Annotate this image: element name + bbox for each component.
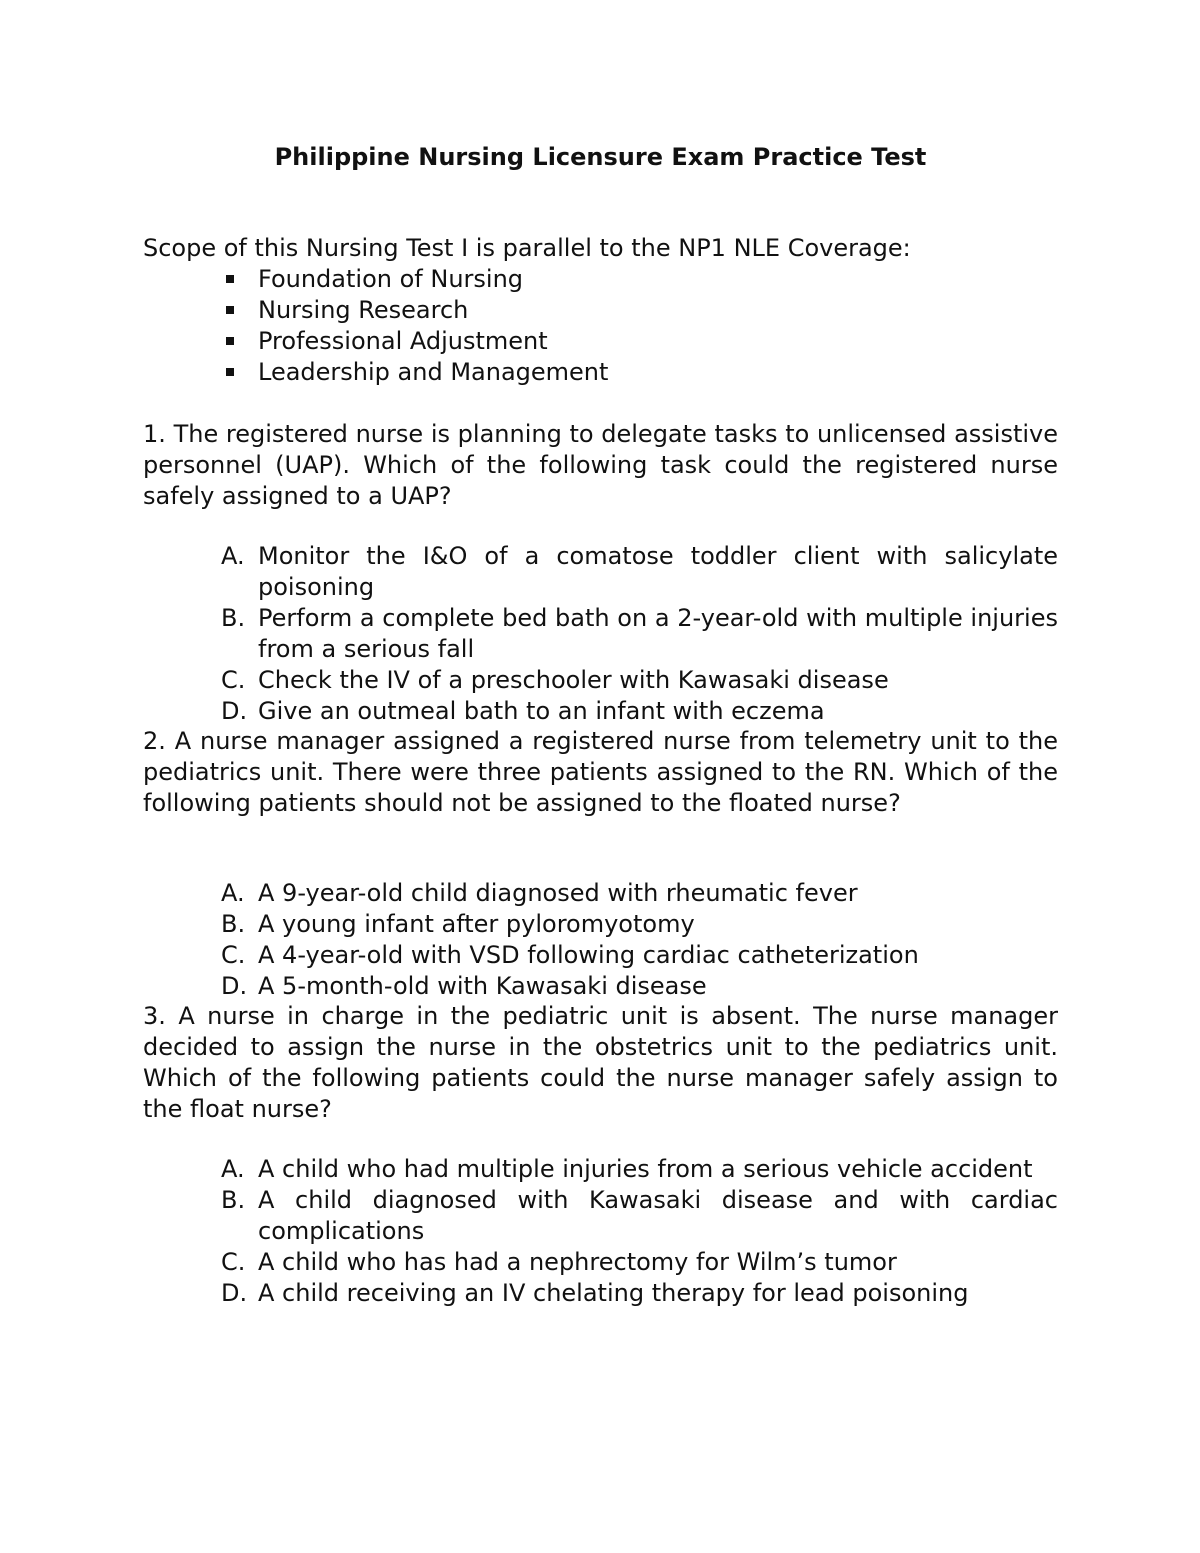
option-letter: A. <box>221 542 245 570</box>
option-letter: B. <box>221 1186 246 1214</box>
square-bullet-icon <box>226 368 234 376</box>
scope-item-label: Leadership and Management <box>258 358 609 386</box>
option-letter: A. <box>221 1155 245 1183</box>
square-bullet-icon <box>226 275 234 283</box>
document-title: Philippine Nursing Licensure Exam Practice Test <box>274 143 927 171</box>
scope-intro: Scope of this Nursing Test I is parallel to the NP1 NLE Coverage: <box>143 234 911 262</box>
answer-option <box>143 541 1058 603</box>
option-letter: C. <box>221 666 246 694</box>
answer-option <box>143 971 1058 1002</box>
answer-option <box>143 696 1058 727</box>
question-2-options <box>143 878 1058 1002</box>
option-text: Monitor the I&O of a comatose toddler client with salicylate poisoning <box>258 542 1058 601</box>
option-text: A child diagnosed with Kawasaki disease and with cardiac complications <box>258 1186 1058 1245</box>
question-2-text: 2. A nurse manager assigned a registered nurse from telemetry unit to the pediatrics unit. There were three patients assigned to the RN. Which of the following patients should not be assigned to the floated nurse? <box>143 727 1058 817</box>
option-letter: A. <box>221 879 245 907</box>
question-3-options <box>143 1154 1058 1309</box>
scope-item-label: Nursing Research <box>258 296 469 324</box>
option-text: Perform a complete bed bath on a 2-year-old with multiple injuries from a serious fall <box>258 604 1058 663</box>
answer-option <box>143 909 1058 940</box>
answer-option <box>143 940 1058 971</box>
option-letter: D. <box>221 697 248 725</box>
answer-option <box>143 1247 1058 1278</box>
scope-item <box>143 264 608 295</box>
option-letter: B. <box>221 910 246 938</box>
question-1-options <box>143 541 1058 727</box>
answer-option <box>143 665 1058 696</box>
answer-option <box>143 603 1058 665</box>
scope-list <box>143 264 608 388</box>
option-text: A 5-month-old with Kawasaki disease <box>258 972 707 1000</box>
option-text: A young infant after pyloromyotomy <box>258 910 695 938</box>
answer-option <box>143 878 1058 909</box>
option-text: Check the IV of a preschooler with Kawasaki disease <box>258 666 889 694</box>
scope-item <box>143 326 608 357</box>
question-3-text: 3. A nurse in charge in the pediatric unit is absent. The nurse manager decided to assign the nurse in the obstetrics unit to the pediatrics unit. Which of the following patients could the nurse manager safely assign to the float nurse? <box>143 1002 1058 1123</box>
square-bullet-icon <box>226 337 234 345</box>
square-bullet-icon <box>226 306 234 314</box>
scope-item-label: Professional Adjustment <box>258 327 548 355</box>
scope-item <box>143 295 608 326</box>
option-text: A child who had multiple injuries from a serious vehicle accident <box>258 1155 1033 1183</box>
option-letter: C. <box>221 1248 246 1276</box>
option-letter: B. <box>221 604 246 632</box>
option-text: Give an outmeal bath to an infant with eczema <box>258 697 825 725</box>
scope-item <box>143 357 608 388</box>
option-text: A child who has had a nephrectomy for Wilm’s tumor <box>258 1248 897 1276</box>
answer-option <box>143 1185 1058 1247</box>
question-1-text: 1. The registered nurse is planning to delegate tasks to unlicensed assistive personnel (UAP). Which of the following task could the registered nurse safely assigned to a UAP? <box>143 420 1058 510</box>
answer-option <box>143 1278 1058 1309</box>
option-letter: D. <box>221 1279 248 1307</box>
option-text: A 9-year-old child diagnosed with rheumatic fever <box>258 879 858 907</box>
scope-item-label: Foundation of Nursing <box>258 265 524 293</box>
option-text: A 4-year-old with VSD following cardiac catheterization <box>258 941 919 969</box>
option-letter: D. <box>221 972 248 1000</box>
answer-option <box>143 1154 1058 1185</box>
option-letter: C. <box>221 941 246 969</box>
option-text: A child receiving an IV chelating therapy for lead poisoning <box>258 1279 969 1307</box>
